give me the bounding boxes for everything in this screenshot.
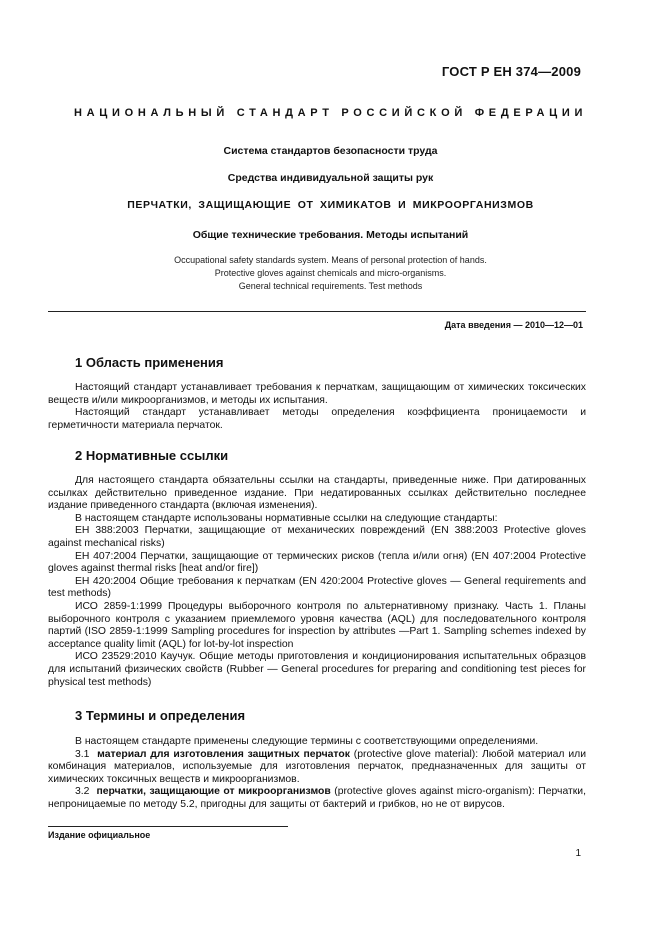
- introduction-date: Дата введения — 2010—12—01: [444, 320, 583, 330]
- paragraph: В настоящем стандарте применены следующие термины с соответствующими определениями.: [75, 736, 539, 747]
- section-title: 3 Термины и определения: [75, 708, 246, 723]
- section-1-body: [48, 382, 586, 432]
- english-title-line: General technical requirements. Test methods: [238, 281, 423, 291]
- section-title: 2 Нормативные ссылки: [75, 448, 229, 463]
- term-text: (protective glove material): Любой материал или комбинация материалов, используемые для изготовления перчаток, предназначенных для защиты от химических токсичных веществ и микроорганизмов.: [48, 748, 586, 785]
- term-number: 3.1: [75, 748, 90, 760]
- standard-number: ГОСТ Р ЕН 374—2009: [441, 64, 581, 79]
- official-edition-label: Издание официальное: [48, 830, 151, 840]
- section-3-body: [48, 736, 586, 812]
- sub-title: Общие технические требования. Методы испытаний: [192, 229, 469, 241]
- reference-item: ИСО 23529:2010 Каучук. Общие методы приготовления и кондиционирования испытательных образцов для испытаний физических свойств (Rubber — General procedures for preparing and conditioning test pieces for physical test methods): [48, 651, 586, 688]
- page-number: 1: [575, 848, 581, 859]
- section-title: 1 Область применения: [75, 355, 224, 370]
- term-definition: [48, 749, 586, 787]
- term-definition: [48, 786, 586, 811]
- english-title-line: Protective gloves against chemicals and micro-organisms.: [214, 268, 447, 278]
- section-2-body: [48, 475, 586, 689]
- means-title: Средства индивидуальной защиты рук: [227, 172, 434, 184]
- term-name: материал для изготовления защитных перчаток: [97, 748, 350, 760]
- national-standard-heading: НАЦИОНАЛЬНЫЙ СТАНДАРТ РОССИЙСКОЙ ФЕДЕРАЦИИ: [73, 107, 588, 119]
- main-title: ПЕРЧАТКИ, ЗАЩИЩАЮЩИЕ ОТ ХИМИКАТОВ И МИКРООРГАНИЗМОВ: [127, 199, 534, 211]
- paragraph: Настоящий стандарт устанавливает требования к перчаткам, защищающим от химических токсических веществ и/или микроорганизмов, и методы их испытания.: [48, 382, 586, 406]
- reference-item: ЕН 388:2003 Перчатки, защищающие от механических повреждений (EN 388:2003 Protective gloves against mechanical risks): [48, 525, 586, 549]
- term-name: перчатки, защищающие от микроорганизмов: [96, 786, 331, 798]
- term-text: (protective gloves against micro-organism): Перчатки, непроницаемые по методу 5.2, пригодны для защиты от бактерий и грибков, но не от вирусов.: [48, 786, 586, 810]
- header-divider: [48, 311, 586, 312]
- reference-item: ИСО 2859-1:1999 Процедуры выборочного контроля по альтернативному признаку. Часть 1. Планы выборочного контроля с указанием приемлемого уровня качества (AQL) для последовательного контроля партий (ISO 2859-1:1999 Sampling procedures for inspection by attributes —Part 1. Sampling schemes indexed by acceptance quality limit (AQL) for lot-by-lot inspection: [48, 600, 586, 650]
- term-number: 3.2: [75, 786, 90, 798]
- system-title: Система стандартов безопасности труда: [223, 145, 438, 157]
- paragraph: Настоящий стандарт устанавливает методы определения коэффициента проницаемости и герметичности материала перчаток.: [48, 407, 586, 431]
- reference-item: ЕН 407:2004 Перчатки, защищающие от термических рисков (тепла и/или огня) (EN 407:2004 Protective gloves against thermal risks [heat and/or fire]): [48, 550, 586, 575]
- paragraph: Для настоящего стандарта обязательны ссылки на стандарты, приведенные ниже. При датированных ссылках действительно приведенное издание. При недатированных ссылках действительно последнее издание приведенного стандарта (включая изменения).: [48, 475, 586, 512]
- reference-item: ЕН 420:2004 Общие требования к перчаткам (EN 420:2004 Protective gloves — General requirements and test methods): [48, 575, 586, 600]
- paragraph: В настоящем стандарте использованы нормативные ссылки на следующие стандарты:: [75, 512, 498, 524]
- english-title-line: Occupational safety standards system. Means of personal protection of hands.: [174, 255, 487, 265]
- footer-divider: [48, 826, 288, 827]
